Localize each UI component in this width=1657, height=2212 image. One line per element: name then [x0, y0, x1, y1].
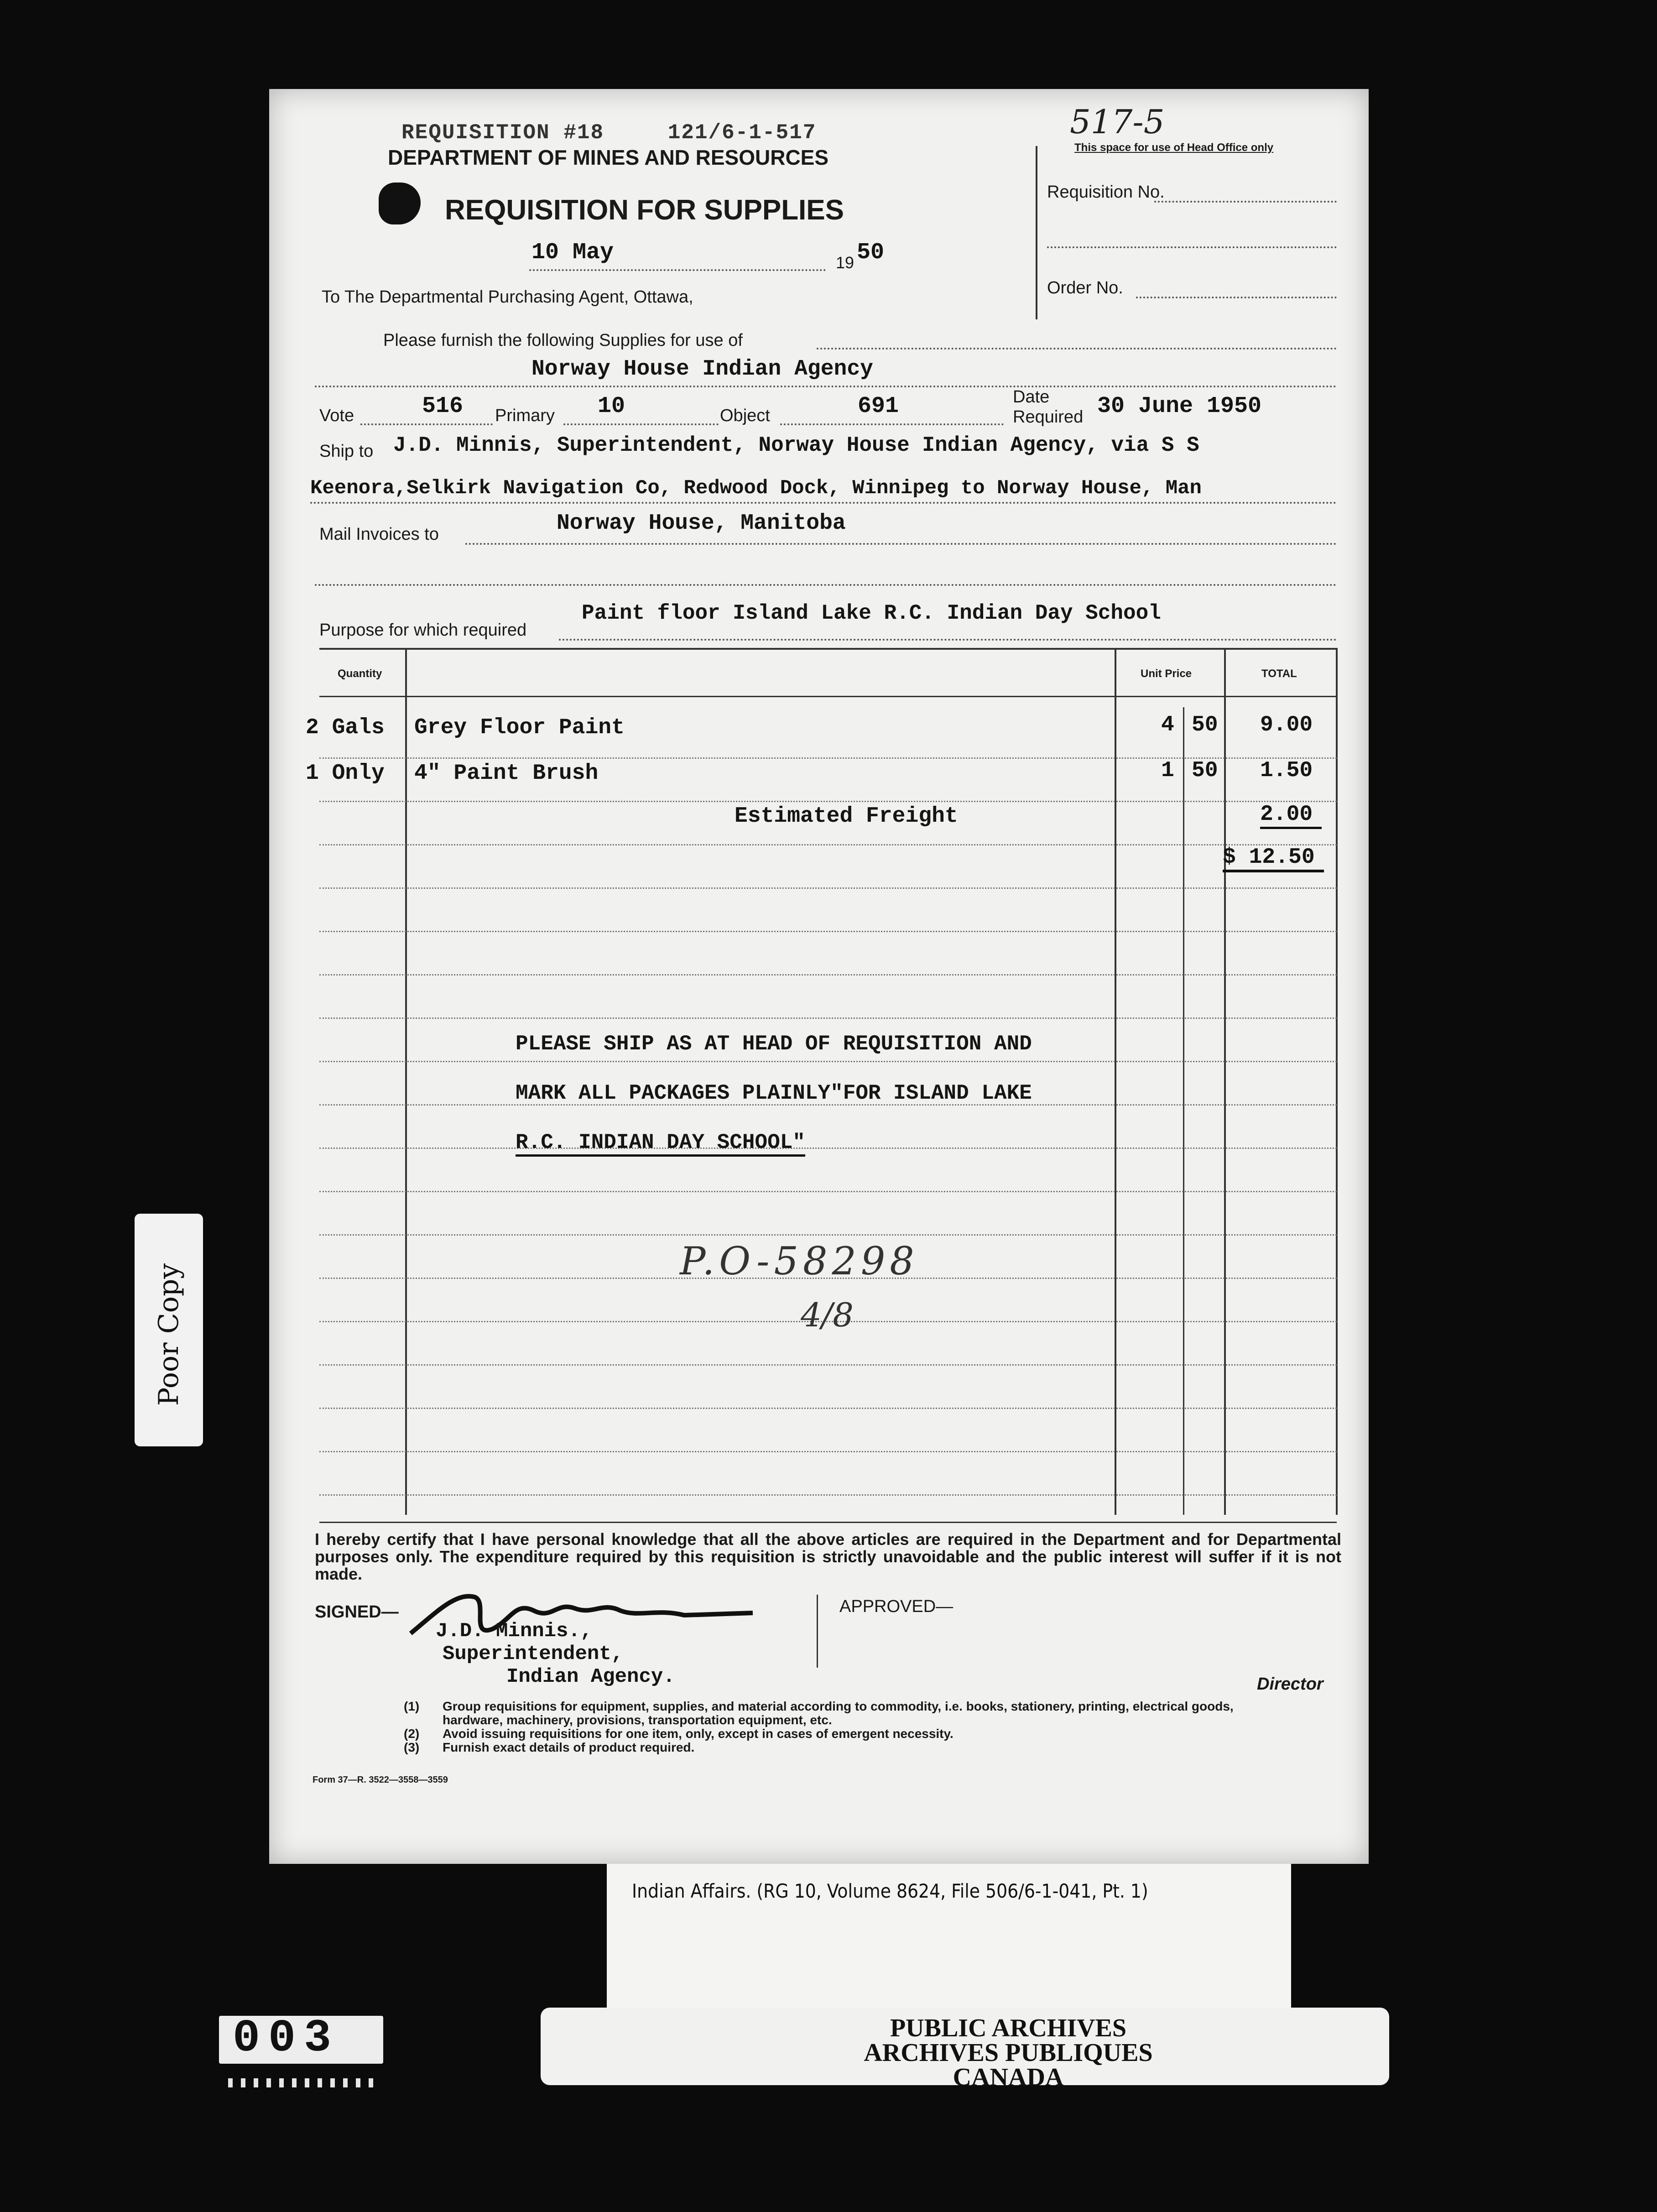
rule-4	[319, 887, 1337, 889]
rule-18	[319, 1494, 1337, 1496]
date-required-value: 30 June 1950	[1097, 393, 1262, 419]
note-item	[404, 1700, 1271, 1727]
to-line: To The Departmental Purchasing Agent, Ottawa,	[322, 287, 693, 307]
unit-price-header: Unit Price	[1141, 668, 1192, 680]
rule-12	[319, 1234, 1337, 1236]
rule-6	[319, 974, 1337, 976]
table-bottom-border	[319, 1522, 1337, 1523]
year-suffix: 50	[857, 240, 885, 266]
purpose-label: Purpose for which required	[319, 621, 527, 640]
year-prefix: 19	[836, 253, 855, 272]
head-office-note: This space for use of Head Office only	[1074, 141, 1274, 154]
date-label: Date	[1013, 387, 1050, 407]
note-number: (2)	[404, 1727, 420, 1741]
archives-line-2: ARCHIVES PUBLIQUES	[864, 2039, 1153, 2067]
rule-5	[319, 931, 1337, 932]
rule-8	[319, 1061, 1337, 1062]
signer-org: Indian Agency.	[506, 1665, 675, 1688]
frame-ticks	[228, 2078, 379, 2087]
item-unit-cents: 50	[1192, 758, 1218, 783]
rule-16	[319, 1408, 1337, 1409]
requisition-stamp-text: REQUISITION #18	[401, 121, 604, 145]
vote-line	[360, 423, 493, 425]
for-use-of-line	[315, 386, 1337, 387]
mail-invoices-label: Mail Invoices to	[319, 525, 439, 544]
mail-line	[465, 543, 1337, 545]
requisition-stamp	[401, 121, 816, 145]
file-reference: 121/6-1-517	[667, 121, 817, 145]
vote-value: 516	[422, 393, 464, 419]
required-label: Required	[1013, 407, 1084, 427]
rule-10	[319, 1148, 1337, 1149]
requisition-date: 10 May	[531, 240, 614, 266]
quantity-header: Quantity	[338, 668, 382, 680]
certification-text: I hereby certify that I have personal knowledge that all the above articles are required in the Department and for Departmental purposes only. The expenditure required by this requisition is strictly unavoidable and the public interest will suffer if it is not made.	[315, 1530, 1341, 1583]
item-unit-dollars: 4	[1161, 713, 1174, 737]
note-text: Group requisitions for equipment, supplies, and material according to commodity, i.e. books, stationery, printing, electrical goods, hardware, machinery, provisions, transportation equipment, etc.	[443, 1699, 1234, 1727]
instruction-line-2: MARK ALL PACKAGES PLAINLY"FOR ISLAND LAKE	[516, 1081, 1032, 1105]
purpose-line	[559, 639, 1337, 641]
cents-column-border	[1183, 707, 1184, 1515]
poor-copy-label: Poor Copy	[153, 1263, 185, 1406]
rule-11	[319, 1191, 1337, 1192]
mail-invoices-value: Norway House, Manitoba	[557, 511, 846, 536]
item-unit-dollars: 1	[1161, 758, 1174, 783]
requisition-no-line	[1154, 201, 1337, 203]
archives-line-3: CANADA	[953, 2063, 1064, 2092]
item-total: 1.50	[1260, 758, 1313, 783]
for-use-of: Norway House Indian Agency	[531, 357, 873, 381]
instruction-line-1: PLEASE SHIP AS AT HEAD OF REQUISITION AND	[516, 1032, 1032, 1056]
form-number: Form 37—R. 3522—3558—3559	[313, 1775, 448, 1785]
archive-reference: Indian Affairs. (RG 10, Volume 8624, File 506/6-1-041, Pt. 1)	[632, 1880, 1148, 1902]
purpose-value: Paint floor Island Lake R.C. Indian Day School	[582, 601, 1161, 625]
primary-line	[563, 423, 719, 425]
object-value: 691	[858, 393, 899, 419]
note-number: (1)	[404, 1699, 420, 1713]
signature-divider	[817, 1595, 818, 1668]
item-unit-cents: 50	[1192, 713, 1218, 737]
quantity-column-border	[405, 648, 407, 1515]
header-bottom-border	[319, 696, 1337, 697]
archives-line-1: PUBLIC ARCHIVES	[890, 2014, 1127, 2042]
note-item	[404, 1741, 1271, 1754]
object-label: Object	[720, 406, 770, 425]
item-qty: 2 Gals	[306, 715, 385, 740]
ship-to-label: Ship to	[319, 442, 374, 461]
ship-to-line1: J.D. Minnis, Superintendent, Norway House Indian Agency, via S S	[393, 433, 1199, 457]
total-header: TOTAL	[1261, 668, 1297, 680]
item-total: 9.00	[1260, 713, 1313, 737]
handwritten-ref: 517-5	[1070, 103, 1165, 141]
table-right-border	[1336, 648, 1338, 1515]
form-title: REQUISITION FOR SUPPLIES	[445, 194, 844, 226]
instruction-line-3: R.C. INDIAN DAY SCHOOL"	[516, 1131, 805, 1157]
note-number: (3)	[404, 1740, 420, 1754]
furnish-label: Please furnish the following Supplies for use of	[383, 331, 743, 350]
director-label: Director	[1257, 1675, 1324, 1694]
note-text: Avoid issuing requisitions for one item, only, except in cases of emergent necessity.	[443, 1727, 954, 1741]
note-item	[404, 1727, 1271, 1741]
signed-label: SIGNED—	[315, 1602, 399, 1622]
note-text: Furnish exact details of product required.	[443, 1740, 695, 1754]
order-no-line	[1136, 297, 1337, 298]
requisition-no-label: Requisition No.	[1047, 183, 1165, 202]
vote-label: Vote	[319, 406, 354, 425]
head-office-blank-line	[1047, 246, 1337, 248]
rule-7	[319, 1017, 1337, 1019]
primary-value: 10	[598, 393, 625, 419]
item-qty: 1 Only	[306, 761, 385, 786]
freight-total: 2.00	[1260, 802, 1322, 829]
department-name: DEPARTMENT OF MINES AND RESOURCES	[388, 146, 829, 169]
date-dotted-line	[529, 269, 826, 271]
primary-label: Primary	[495, 406, 555, 425]
rule-17	[319, 1451, 1337, 1452]
rule-3	[319, 844, 1337, 845]
rule-1	[319, 757, 1337, 759]
ship-to-line2: Keenora,Selkirk Navigation Co, Redwood Dock, Winnipeg to Norway House, Man	[310, 477, 1202, 500]
grand-total: $ 12.50	[1223, 845, 1324, 872]
signer-title: Superintendent,	[443, 1643, 624, 1665]
item-desc: 4" Paint Brush	[414, 761, 599, 786]
date-required-label	[1013, 387, 1083, 427]
rule-15	[319, 1364, 1337, 1366]
frame-number: 003	[233, 2013, 340, 2065]
ship-to-line	[310, 502, 1337, 504]
table-top-border	[319, 648, 1337, 650]
po-number-handwritten: P.O-58298	[680, 1239, 919, 1283]
rule-2	[319, 801, 1337, 802]
unit-price-column-border	[1115, 648, 1116, 1515]
order-no-label: Order No.	[1047, 278, 1123, 297]
approved-label: APPROVED—	[839, 1597, 954, 1616]
freight-label: Estimated Freight	[735, 804, 958, 829]
object-line	[780, 423, 1004, 425]
notes-list	[404, 1700, 1271, 1754]
archives-text	[776, 2016, 1241, 2090]
po-date-handwritten: 4/8	[801, 1296, 854, 1334]
item-desc: Grey Floor Paint	[414, 715, 625, 740]
total-column-border	[1224, 648, 1226, 1515]
furnish-line	[817, 348, 1337, 350]
signer-name: J.D. Minnis.,	[436, 1620, 593, 1643]
blank-line	[315, 584, 1337, 586]
